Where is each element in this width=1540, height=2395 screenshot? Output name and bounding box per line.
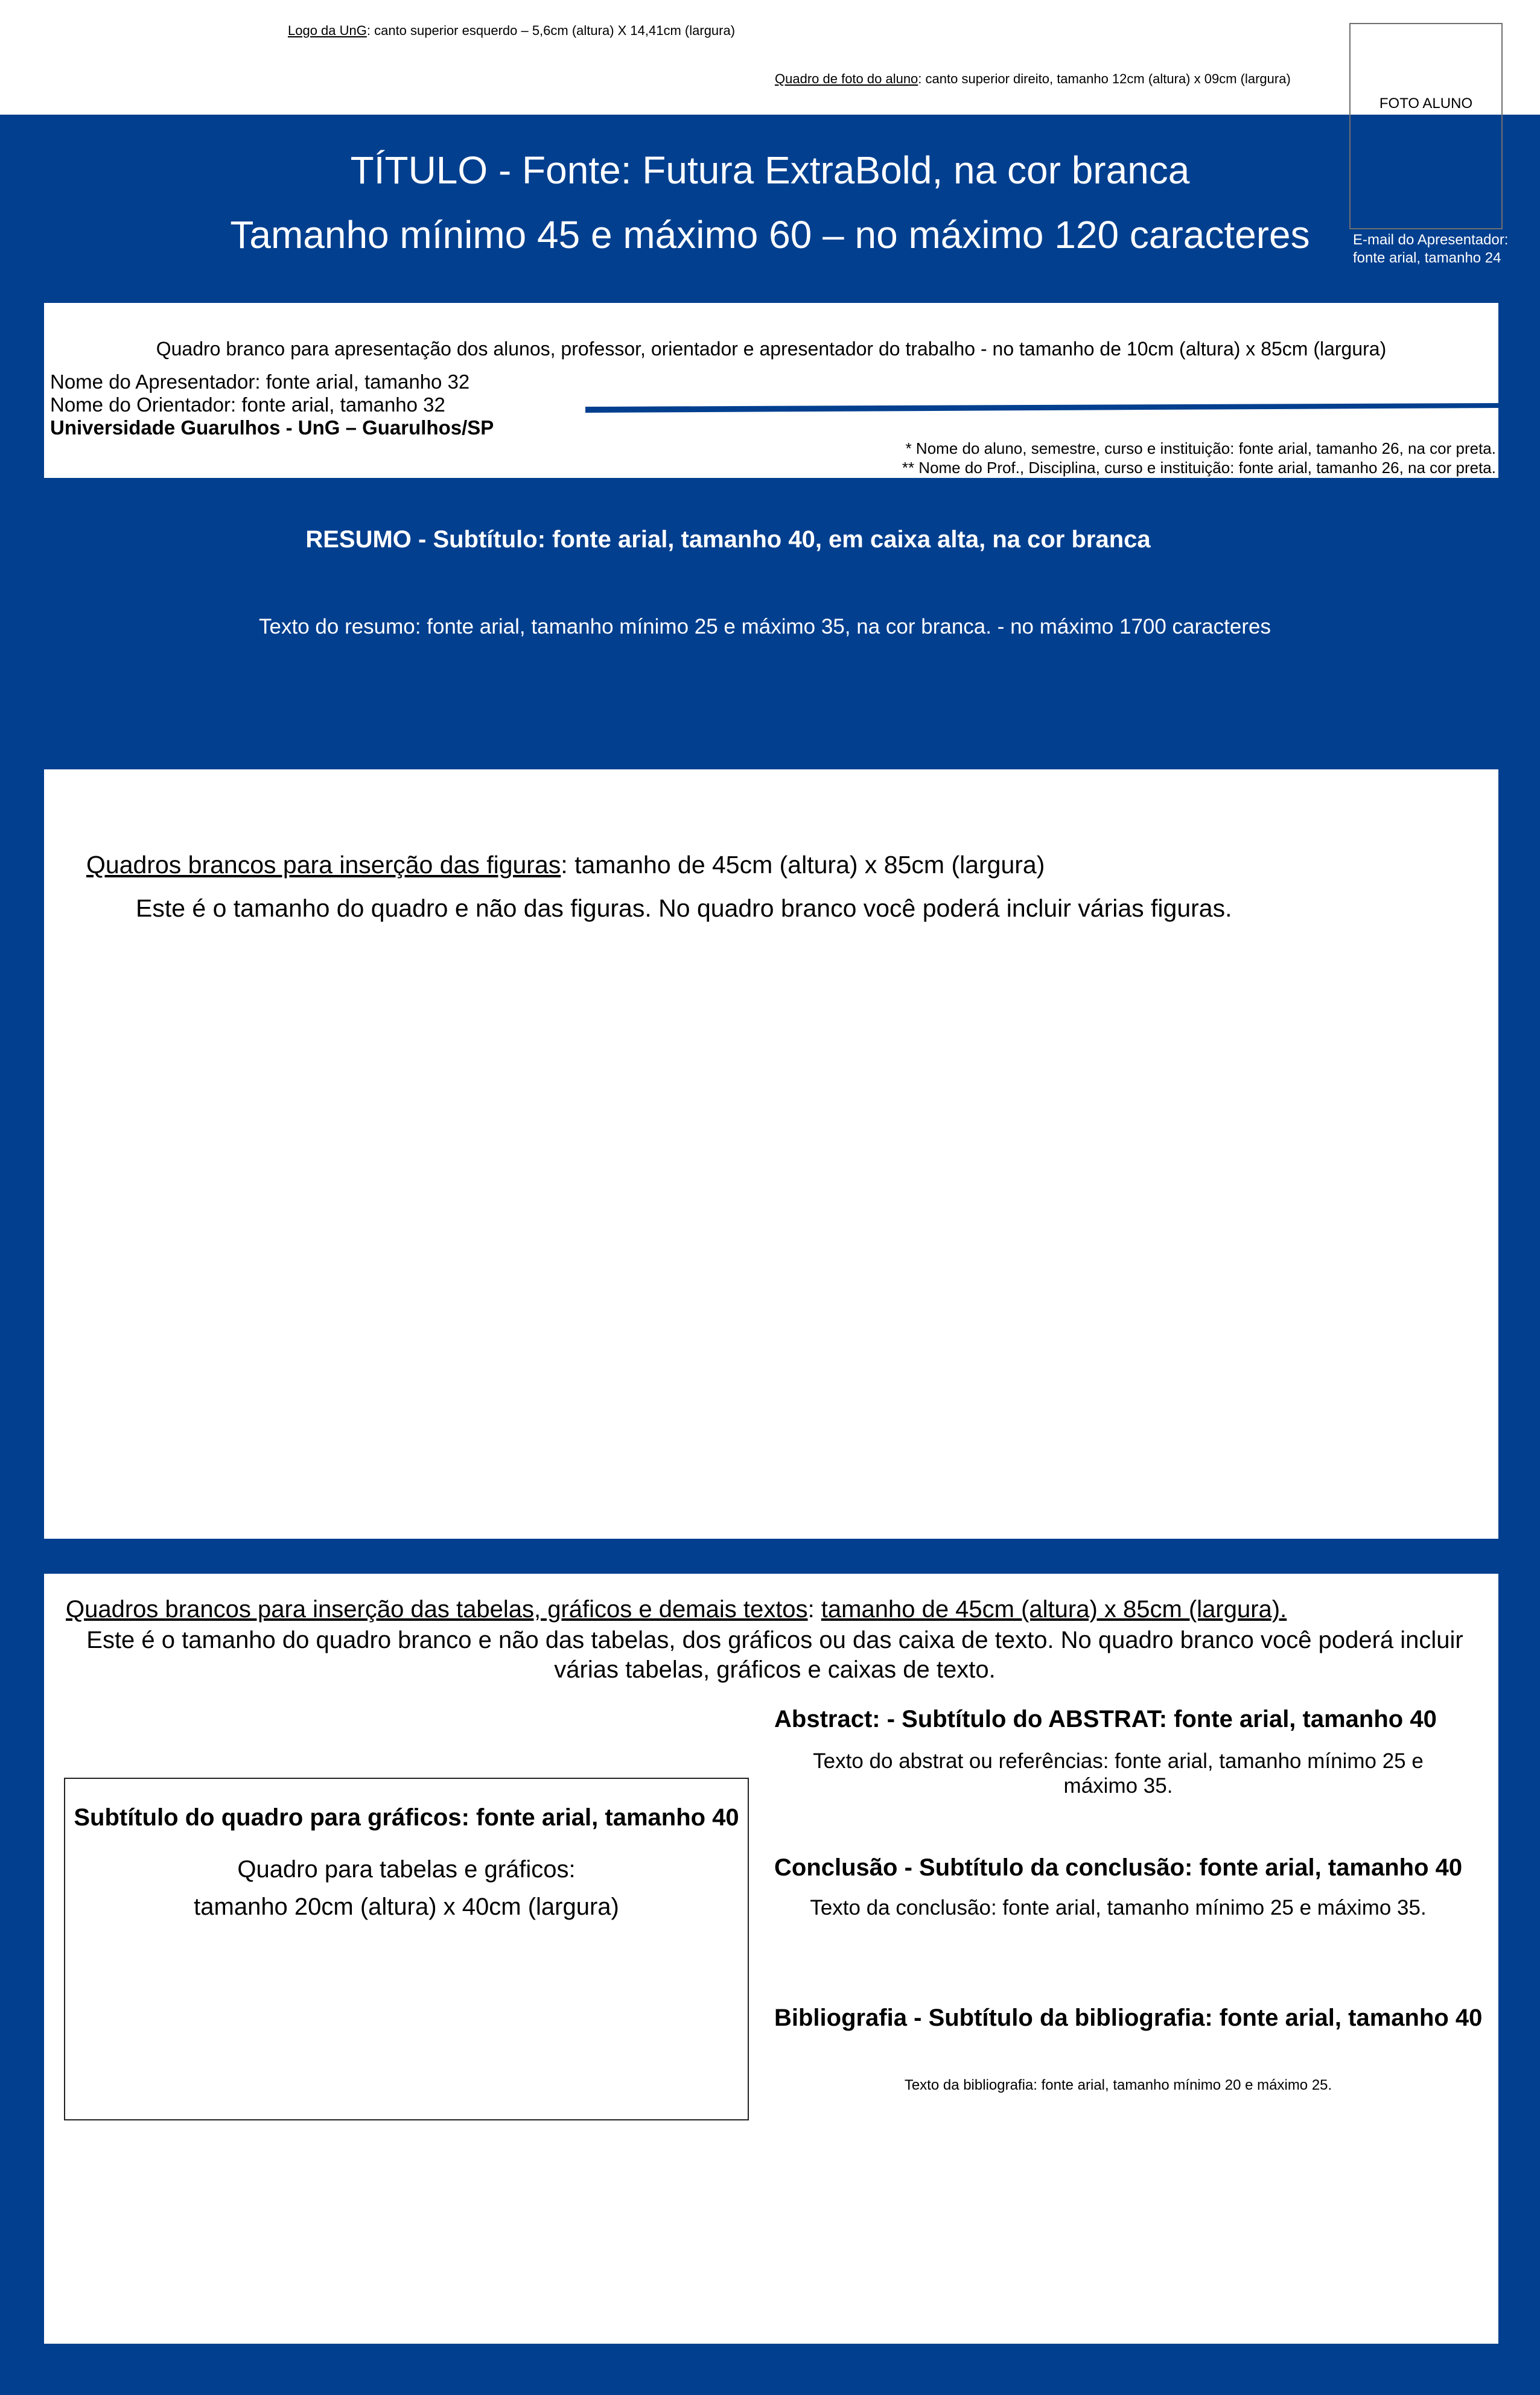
email-note-line1: E-mail do Apresentador: bbox=[1353, 232, 1509, 248]
tables-heading-link: Quadros brancos para inserção das tabelas, gráficos e demais textos bbox=[66, 1596, 808, 1623]
student-photo-frame bbox=[1349, 23, 1503, 229]
abstract-subtitle: Abstract: - Subtítulo do ABSTRAT: fonte arial, tamanho 40 bbox=[774, 1706, 1437, 1732]
presenter-name: Nome do Apresentador: fonte arial, tamanho 32 bbox=[50, 371, 470, 393]
figures-note: Este é o tamanho do quadro e não das figuras. No quadro branco você poderá incluir várias figuras. bbox=[136, 894, 1232, 922]
poster-title: TÍTULO - Fonte: Futura ExtraBold, na cor branca bbox=[350, 148, 1190, 192]
resumo-subtitle: RESUMO - Subtítulo: fonte arial, tamanho 40, em caixa alta, na cor branca bbox=[305, 526, 1151, 553]
graph-box bbox=[64, 1778, 749, 2120]
poster-title-size-note: Tamanho mínimo 45 e máximo 60 – no máximo 120 caracteres bbox=[230, 213, 1310, 256]
conclusion-subtitle: Conclusão - Subtítulo da conclusão: fonte arial, tamanho 40 bbox=[774, 1854, 1463, 1881]
email-note-line2: fonte arial, tamanho 24 bbox=[1353, 250, 1501, 266]
graph-box-subtitle: Subtítulo do quadro para gráficos: fonte arial, tamanho 40 bbox=[74, 1804, 739, 1831]
professor-note: ** Nome do Prof., Disciplina, curso e instituição: fonte arial, tamanho 26, na cor preta. bbox=[902, 459, 1496, 477]
tables-panel bbox=[44, 1574, 1498, 2344]
student-note: * Nome do aluno, semestre, curso e instituição: fonte arial, tamanho 26, na cor preta. bbox=[905, 439, 1496, 457]
bibliography-subtitle: Bibliografia - Subtítulo da bibliografia: fonte arial, tamanho 40 bbox=[774, 2005, 1483, 2031]
figures-panel bbox=[44, 769, 1498, 1539]
university-name: Universidade Guarulhos - UnG – Guarulhos/SP bbox=[50, 416, 494, 439]
logo-note-label: Logo da UnG bbox=[288, 23, 367, 38]
logo-note-text: : canto superior esquerdo – 5,6cm (altura) X 14,41cm (largura) bbox=[366, 23, 736, 38]
decorative-divider-line bbox=[585, 403, 1498, 414]
graph-box-size: tamanho 20cm (altura) x 40cm (largura) bbox=[194, 1894, 619, 1920]
tables-heading-separator: : bbox=[807, 1596, 821, 1623]
tables-note: Este é o tamanho do quadro branco e não das tabelas, dos gráficos ou das caixa de texto. No quadro branco você poderá incluir várias tabelas, gráficos e caixas de texto. bbox=[86, 1627, 1463, 1683]
photo-note-text: : canto superior direito, tamanho 12cm (altura) x 09cm (largura) bbox=[918, 71, 1291, 86]
advisor-name: Nome do Orientador: fonte arial, tamanho 32 bbox=[50, 393, 445, 416]
bibliography-text: Texto da bibliografia: fonte arial, tamanho mínimo 20 e máximo 25. bbox=[904, 2077, 1332, 2093]
photo-placeholder-label: FOTO ALUNO bbox=[1379, 95, 1473, 112]
figures-heading-size: : tamanho de 45cm (altura) x 85cm (largura) bbox=[561, 851, 1045, 879]
figures-heading bbox=[86, 851, 1045, 879]
authors-panel-description: Quadro branco para apresentação dos alunos, professor, orientador e apresentador do trabalho - no tamanho de 10cm (altura) x 85cm (largura) bbox=[156, 338, 1387, 360]
tables-heading-size: tamanho de 45cm (altura) x 85cm (largura). bbox=[821, 1596, 1287, 1623]
graph-box-text: Quadro para tabelas e gráficos: bbox=[237, 1856, 576, 1883]
tables-heading bbox=[66, 1596, 1287, 1623]
conclusion-text: Texto da conclusão: fonte arial, tamanho mínimo 25 e máximo 35. bbox=[810, 1896, 1427, 1919]
photo-note-label: Quadro de foto do aluno bbox=[775, 71, 918, 86]
abstract-text: Texto do abstrat ou referências: fonte arial, tamanho mínimo 25 e máximo 35. bbox=[813, 1749, 1424, 1798]
figures-heading-link: Quadros brancos para inserção das figuras bbox=[86, 851, 561, 879]
resumo-text: Texto do resumo: fonte arial, tamanho mínimo 25 e máximo 35, na cor branca. - no máximo 1700 caracteres bbox=[259, 615, 1271, 638]
photo-note bbox=[775, 71, 1291, 87]
authors-panel bbox=[44, 303, 1498, 478]
logo-note bbox=[288, 23, 735, 39]
